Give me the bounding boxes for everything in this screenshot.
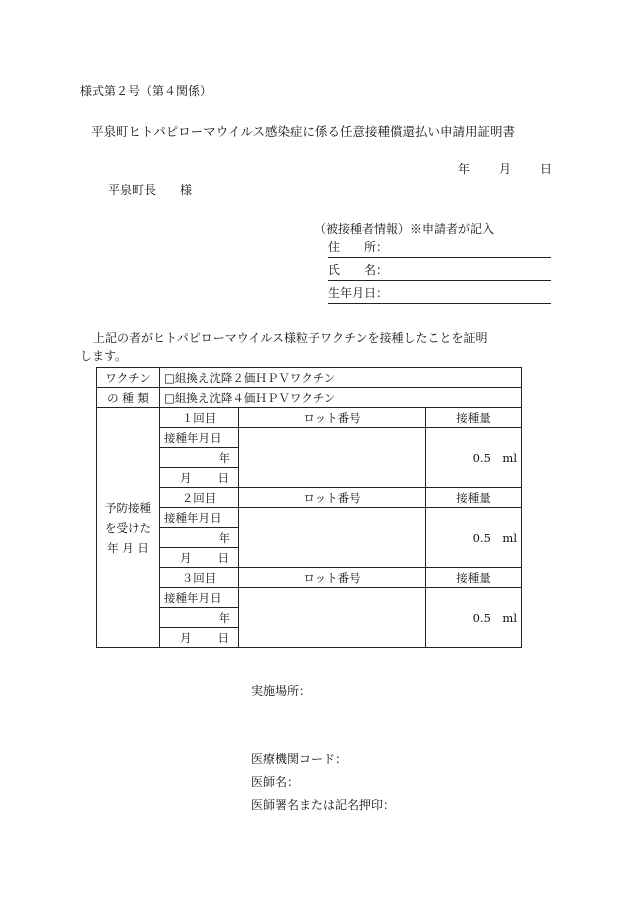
dose-label: ２回目 xyxy=(160,488,239,508)
vaccination-date-subheader: 接種年月日 xyxy=(160,508,239,528)
vaccine-type-label-line1: ワクチン xyxy=(97,368,160,388)
name-label: 氏 名： xyxy=(328,263,389,277)
vaccine-type-label-line2: の 種 類 xyxy=(97,388,160,408)
certification-text-line2: します。 xyxy=(80,349,128,363)
lot-number-header: ロット番号 xyxy=(239,408,426,428)
vaccination-date-label: 予防接種 を受けた 年 月 日 xyxy=(97,408,160,648)
lot-number-cell[interactable] xyxy=(239,588,426,648)
dose-amount-value: 0.5 ml xyxy=(426,428,522,488)
dose-amount-value: 0.5 ml xyxy=(426,588,522,648)
location-label: 実施場所： xyxy=(251,684,312,698)
vaccine-option-bivalent[interactable]: □組換え沈降２価ＨＰＶワクチン xyxy=(160,368,522,388)
vaccination-date-subheader: 接種年月日 xyxy=(160,428,239,448)
vaccination-month-day-cell[interactable]: 月 日 xyxy=(160,628,239,648)
dose-amount-header: 接種量 xyxy=(426,568,522,588)
vaccination-table xyxy=(96,367,522,648)
name-field[interactable] xyxy=(328,263,551,281)
certification-text-line1: 上記の者がヒトパピローマウイルス様粒子ワクチンを接種したことを証明 xyxy=(93,331,488,345)
vaccination-month-day-cell[interactable]: 月 日 xyxy=(160,548,239,568)
birthdate-label: 生年月日： xyxy=(328,286,389,300)
vaccination-year-cell[interactable]: 年 xyxy=(160,448,239,468)
lot-number-header: ロット番号 xyxy=(239,488,426,508)
recipient-section-label: （被接種者情報）※申請者が記入 xyxy=(314,222,495,236)
address-label: 住 所： xyxy=(328,240,389,254)
date-year-label: 年 xyxy=(458,162,471,176)
dose-amount-header: 接種量 xyxy=(426,488,522,508)
form-number: 様式第２号（第４関係） xyxy=(80,84,213,98)
vaccination-year-cell[interactable]: 年 xyxy=(160,608,239,628)
doctor-name-label: 医師名： xyxy=(251,775,300,789)
vaccine-option-quadrivalent[interactable]: □組換え沈降４価ＨＰＶワクチン xyxy=(160,388,522,408)
lot-number-header: ロット番号 xyxy=(239,568,426,588)
vaccination-date-subheader: 接種年月日 xyxy=(160,588,239,608)
address-field[interactable] xyxy=(328,240,551,258)
doctor-seal-label: 医師署名または記名押印： xyxy=(251,798,396,812)
dose-label: ３回目 xyxy=(160,568,239,588)
lot-number-cell[interactable] xyxy=(239,508,426,568)
vaccination-month-day-cell[interactable]: 月 日 xyxy=(160,468,239,488)
birthdate-field[interactable] xyxy=(328,286,551,304)
dose-amount-header: 接種量 xyxy=(426,408,522,428)
vaccination-year-cell[interactable]: 年 xyxy=(160,528,239,548)
document-title: 平泉町ヒトパピローマウイルス感染症に係る任意接種償還払い申請用証明書 xyxy=(91,124,516,139)
date-day-label: 日 xyxy=(540,162,553,176)
dose-amount-value: 0.5 ml xyxy=(426,508,522,568)
date-month-label: 月 xyxy=(499,162,512,176)
addressee: 平泉町長 様 xyxy=(108,183,193,197)
dose-label: １回目 xyxy=(160,408,239,428)
institution-code-label: 医療機関コード： xyxy=(251,752,348,766)
lot-number-cell[interactable] xyxy=(239,428,426,488)
